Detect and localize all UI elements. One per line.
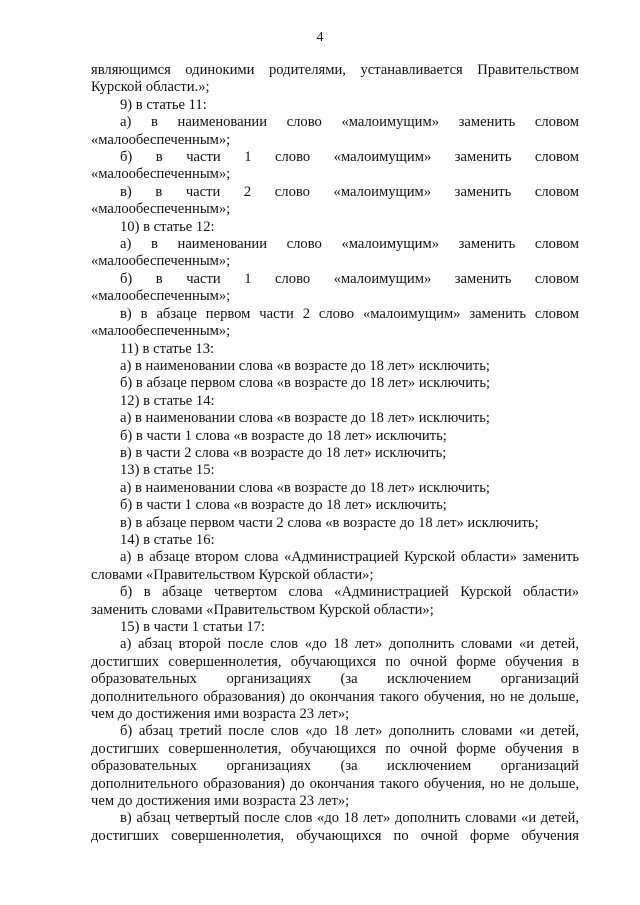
document-paragraph: в) абзац четвертый после слов «до 18 лет» дополнить словами «и детей, достигших совершеннолетия, обучающихся по очной форме обучения xyxy=(91,810,579,844)
document-paragraph: 14) в статье 16: xyxy=(120,531,215,548)
document-paragraph: а) абзац второй после слов «до 18 лет» дополнить словами «и детей, достигших совершеннолетия, обучающихся по очной форме обучения в образовательных организациях (за исключением организаций дополнительного образования) до окончания такого обучения, но не дольше, чем до достижения ими возраста 23 лет»; xyxy=(91,636,579,723)
document-paragraph: б) в части 1 слово «малоимущим» заменить словом «малообеспеченным»; xyxy=(91,270,579,305)
document-paragraph: 12) в статье 14: xyxy=(120,392,215,409)
document-paragraph: в) в части 2 слова «в возрасте до 18 лет» исключить; xyxy=(120,444,447,461)
document-paragraph: в) в абзаце первом части 2 слова «в возрасте до 18 лет» исключить; xyxy=(120,514,539,531)
document-paragraph: 10) в статье 12: xyxy=(120,218,215,235)
document-paragraph: б) в части 1 слова «в возрасте до 18 лет» исключить; xyxy=(120,427,447,444)
page-number: 4 xyxy=(316,30,324,45)
document-paragraph: а) в наименовании слова «в возрасте до 18 лет» исключить; xyxy=(120,357,490,374)
document-paragraph: б) в абзаце четвертом слова «Администрацией Курской области» заменить словами «Правительством Курской области»; xyxy=(91,584,579,618)
document-paragraph: в) в абзаце первом части 2 слово «малоимущим» заменить словом «малообеспеченным»; xyxy=(91,305,579,340)
document-paragraph: б) в части 1 слова «в возрасте до 18 лет» исключить; xyxy=(120,497,447,514)
document-paragraph: в) в части 2 слово «малоимущим» заменить словом «малообеспеченным»; xyxy=(91,183,579,218)
document-paragraph: 13) в статье 15: xyxy=(120,462,215,479)
document-paragraph: 11) в статье 13: xyxy=(120,340,215,357)
document-paragraph: а) в наименовании слово «малоимущим» заменить словом «малообеспеченным»; xyxy=(91,114,579,148)
document-paragraph: а) в наименовании слова «в возрасте до 18 лет» исключить; xyxy=(120,410,490,427)
document-body xyxy=(91,62,579,845)
document-paragraph: б) в части 1 слово «малоимущим» заменить словом «малообеспеченным»; xyxy=(91,149,579,183)
document-paragraph: а) в наименовании слово «малоимущим» заменить словом «малообеспеченным»; xyxy=(91,236,579,270)
document-paragraph: б) в абзаце первом слова «в возрасте до 18 лет» исключить; xyxy=(120,375,491,392)
document-paragraph: б) абзац третий после слов «до 18 лет» дополнить словами «и детей, достигших совершеннолетия, обучающихся по очной форме обучения в образовательных организациях (за исключением организаций дополнительного образования) до окончания такого обучения, но не дольше, чем до достижения ими возраста 23 лет»; xyxy=(91,723,579,810)
document-paragraph: а) в наименовании слова «в возрасте до 18 лет» исключить; xyxy=(120,479,490,496)
document-paragraph: 15) в части 1 статьи 17: xyxy=(120,619,265,635)
document-paragraph: 9) в статье 11: xyxy=(120,96,207,113)
document-paragraph: являющимся одинокими родителями, устанавливается Правительством Курской области.»; xyxy=(91,62,579,96)
document-paragraph: а) в абзаце втором слова «Администрацией Курской области» заменить словами «Правительством Курской области»; xyxy=(91,549,579,583)
